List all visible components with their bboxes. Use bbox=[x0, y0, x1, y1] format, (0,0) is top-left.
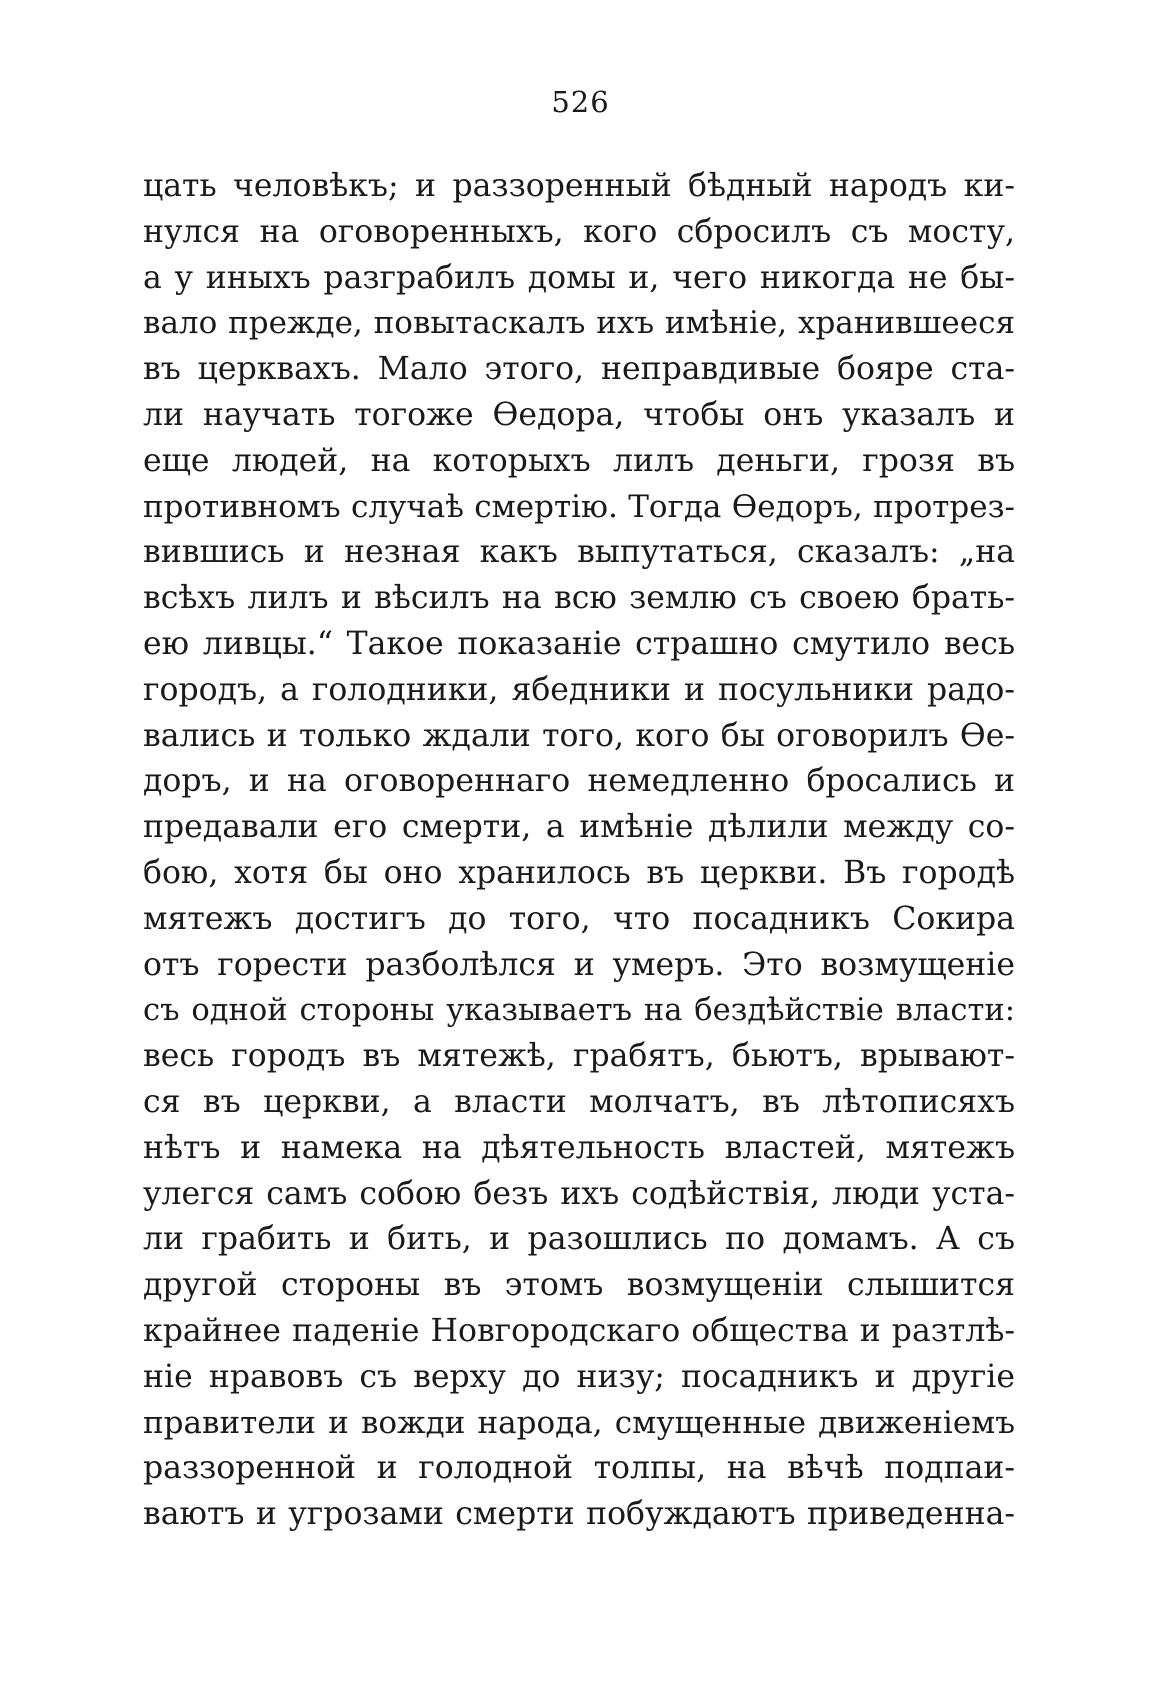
text-line: еще людей, на которыхъ лилъ деньги, грозя въ bbox=[143, 442, 1015, 479]
text-line: ніе нравовъ съ верху до низу; посадникъ и другіе bbox=[143, 1358, 1015, 1395]
text-line: доръ, и на оговореннаго немедленно бросались и bbox=[143, 763, 1015, 800]
text-line: съ одной стороны указываетъ на бездѣйствіе власти: bbox=[143, 993, 1015, 1029]
text-line: нѣтъ и намека на дѣятельность властей, мятежъ bbox=[143, 1129, 1015, 1166]
text-line: вались и только ждали того, кого бы оговорилъ Ѳе- bbox=[143, 717, 1015, 754]
text-line: а у иныхъ разграбилъ домы и, чего никогда не бы- bbox=[143, 259, 1015, 296]
text-line: вившись и незная какъ выпутаться, сказалъ: „на bbox=[143, 534, 1015, 571]
text-line: предавали его смерти, а имѣніе дѣлили между со- bbox=[143, 809, 1015, 846]
page-number: 526 bbox=[551, 85, 610, 119]
text-line: ли научать тогоже Ѳедора, чтобы онъ указалъ и bbox=[143, 396, 1015, 433]
text-line: ею ливцы.“ Такое показаніе страшно смутило весь bbox=[143, 625, 1015, 662]
text-line: другой стороны въ этомъ возмущеніи слышится bbox=[143, 1267, 1015, 1304]
text-line: отъ горести разболѣлся и умеръ. Это возмущеніе bbox=[143, 946, 1015, 983]
text-line: нулся на оговоренныхъ, кого сбросилъ съ мосту, bbox=[143, 213, 1015, 250]
text-line: ваютъ и угрозами смерти побуждаютъ приведенна- bbox=[143, 1496, 1015, 1533]
text-line: городъ, а голодники, ябедники и посульники радо- bbox=[143, 671, 1015, 708]
text-line: ся въ церкви, а власти молчатъ, въ лѣтописяхъ bbox=[143, 1083, 1015, 1120]
text-line: всѣхъ лилъ и вѣсилъ на всю землю съ своею брать- bbox=[143, 580, 1015, 617]
text-line: мятежъ достигъ до того, что посадникъ Сокира bbox=[143, 900, 1015, 937]
text-line: правители и вожди народа, смущенные движеніемъ bbox=[143, 1404, 1015, 1441]
text-line: противномъ случаѣ смертію. Тогда Ѳедоръ, протрез- bbox=[143, 488, 1015, 525]
text-line: вало прежде, повытаскалъ ихъ имѣніе, хранившееся bbox=[143, 305, 1015, 342]
text-line: весь городъ въ мятежѣ, грабятъ, бьютъ, врывают- bbox=[143, 1038, 1015, 1075]
text-line: раззоренной и голодной толпы, на вѣчѣ подпаи- bbox=[143, 1450, 1015, 1487]
body-text bbox=[143, 164, 1015, 1538]
text-line: въ церквахъ. Мало этого, неправдивые бояре ста- bbox=[143, 351, 1015, 388]
text-line: цать человѣкъ; и раззоренный бѣдный народъ ки- bbox=[143, 168, 1015, 204]
text-line: улегся самъ собою безъ ихъ содѣйствія, люди уста- bbox=[143, 1175, 1015, 1212]
text-line: бою, хотя бы оно хранилось въ церкви. Въ городѣ bbox=[143, 854, 1015, 891]
text-line: ли грабить и бить, и разошлись по домамъ. А съ bbox=[143, 1221, 1015, 1258]
text-line: крайнее паденіе Новгородскаго общества и разтлѣ- bbox=[143, 1312, 1015, 1349]
